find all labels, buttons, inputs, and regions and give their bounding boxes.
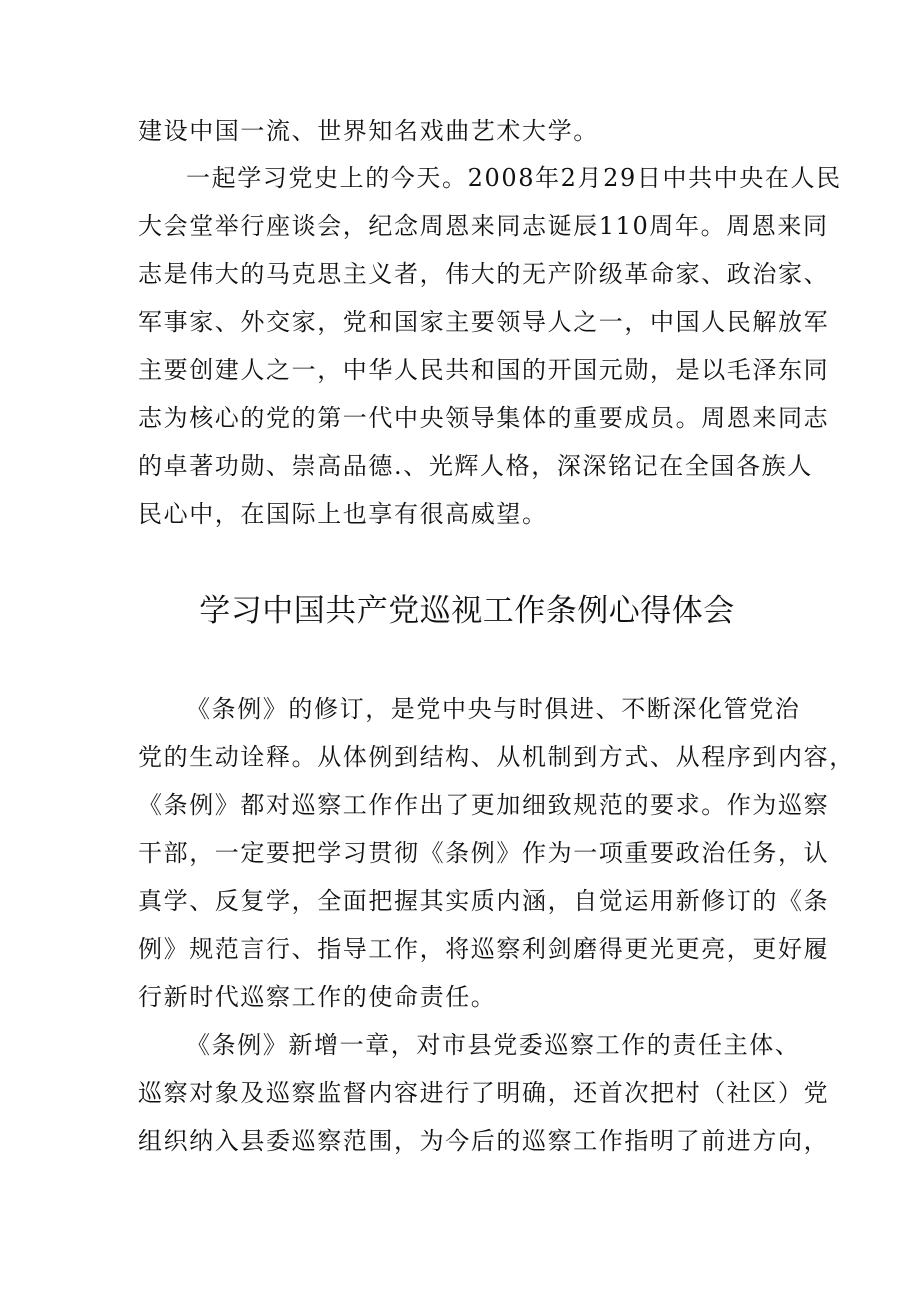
- paragraph-line: 《条例》都对巡察工作作出了更加细致规范的要求。作为巡察: [138, 791, 830, 819]
- paragraph-line: 真学、反复学，全面把握其实质内涵，自觉运用新修订的《条: [138, 887, 830, 915]
- paragraph-line: 军事家、外交家，党和国家主要领导人之一，中国人民解放军: [138, 308, 830, 336]
- paragraph-line: 干部，一定要把学习贯彻《条例》作为一项重要政治任务，认: [138, 839, 830, 867]
- paragraph-line: 巡察对象及巡察监督内容进行了明确，还首次把村（社区）党: [138, 1079, 830, 1107]
- paragraph-line: 民心中，在国际上也享有很高威望。: [138, 500, 548, 528]
- paragraph-line: 党的生动诠释。从体例到结构、从机制到方式、从程序到内容，: [138, 743, 855, 771]
- paragraph-line: 志是伟大的马克思主义者，伟大的无产阶级革命家、政治家、: [138, 260, 830, 288]
- paragraph-line: 《条例》的修订，是党中央与时俱进、不断深化管党治: [186, 695, 801, 723]
- paragraph-line: 主要创建人之一，中华人民共和国的开国元勋，是以毛泽东同: [138, 356, 830, 384]
- paragraph-line: 组织纳入县委巡察范围，为今后的巡察工作指明了前进方向，: [138, 1127, 830, 1155]
- paragraph-line: 的卓著功勋、崇高品德.、光辉人格，深深铭记在全国各族人: [138, 452, 813, 480]
- page-title: 学习中国共产党巡视工作条例心得体会: [199, 593, 735, 629]
- paragraph-line: 志为核心的党的第一代中央领导集体的重要成员。周恩来同志: [138, 404, 830, 432]
- paragraph-line: 一起学习党史上的今天。2008年2月29日中共中央在人民: [186, 164, 842, 192]
- paragraph-line: 建设中国一流、世界知名戏曲艺术大学。: [138, 117, 599, 145]
- paragraph-line: 例》规范言行、指导工作，将巡察利剑磨得更光更亮，更好履: [138, 935, 830, 963]
- paragraph-line: 大会堂举行座谈会，纪念周恩来同志诞辰110周年。周恩来同: [138, 212, 829, 240]
- paragraph-line: 行新时代巡察工作的使命责任。: [138, 983, 497, 1011]
- paragraph-line: 《条例》新增一章，对市县党委巡察工作的责任主体、: [186, 1031, 801, 1059]
